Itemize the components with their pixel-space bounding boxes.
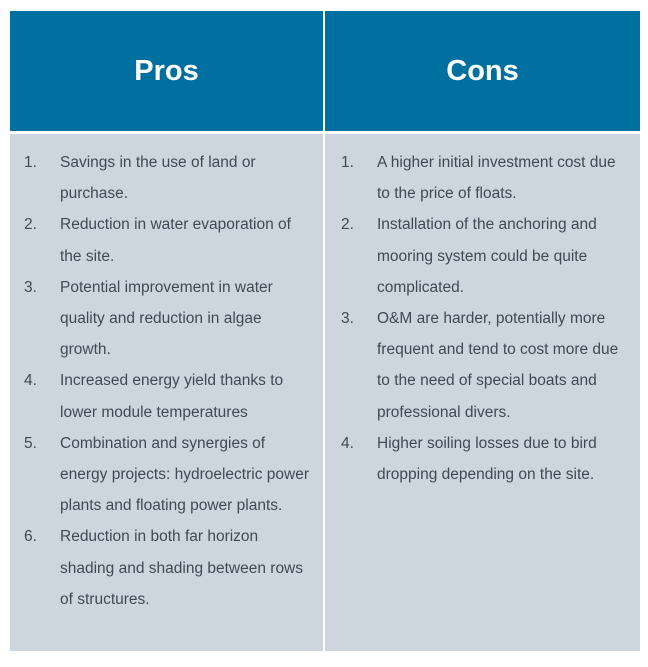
pros-item-text: Savings in the use of land or purchase.	[60, 154, 256, 203]
cons-item	[341, 303, 630, 428]
pros-item	[24, 147, 313, 209]
pros-list	[24, 147, 313, 615]
pros-header-label: Pros	[134, 54, 199, 87]
cons-header-label: Cons	[446, 54, 519, 87]
pros-item-number: 6.	[24, 528, 37, 546]
pros-item	[24, 428, 313, 522]
pros-item-text: Increased energy yield thanks to lower module temperatures	[60, 372, 284, 421]
cons-item-number: 2.	[341, 216, 354, 234]
cons-item	[341, 428, 630, 490]
pros-item	[24, 209, 313, 271]
cons-item-text: Installation of the anchoring and mooring system could be quite complicated.	[377, 216, 597, 296]
cons-header	[325, 11, 640, 131]
cons-item-number: 3.	[341, 310, 354, 328]
pros-item-number: 5.	[24, 434, 37, 452]
pros-cons-table	[10, 11, 640, 651]
cons-item	[341, 209, 630, 303]
cons-item-text: O&M are harder, potentially more frequent and tend to cost more due to the need of special boats and professional divers.	[377, 310, 619, 421]
pros-item	[24, 521, 313, 615]
cons-item	[341, 147, 630, 209]
pros-item-text: Reduction in both far horizon shading and shading between rows of structures.	[60, 528, 304, 608]
pros-item-number: 4.	[24, 372, 37, 390]
pros-item-text: Reduction in water evaporation of the site.	[60, 216, 291, 265]
pros-item	[24, 272, 313, 366]
cons-list	[341, 147, 630, 490]
pros-item-number: 3.	[24, 278, 37, 296]
cons-item-text: A higher initial investment cost due to the price of floats.	[377, 154, 616, 203]
pros-item-text: Potential improvement in water quality and reduction in algae growth.	[60, 278, 273, 359]
pros-header	[10, 11, 325, 131]
cons-cell	[325, 131, 640, 651]
pros-item	[24, 365, 313, 427]
cons-item-text: Higher soiling losses due to bird dropping depending on the site.	[377, 434, 597, 484]
pros-item-number: 2.	[24, 216, 37, 234]
pros-cell	[10, 131, 325, 651]
pros-item-text: Combination and synergies of energy projects: hydroelectric power plants and floating power plants.	[60, 434, 309, 515]
cons-item-number: 4.	[341, 434, 354, 452]
pros-item-number: 1.	[24, 154, 37, 171]
cons-item-number: 1.	[341, 154, 354, 171]
